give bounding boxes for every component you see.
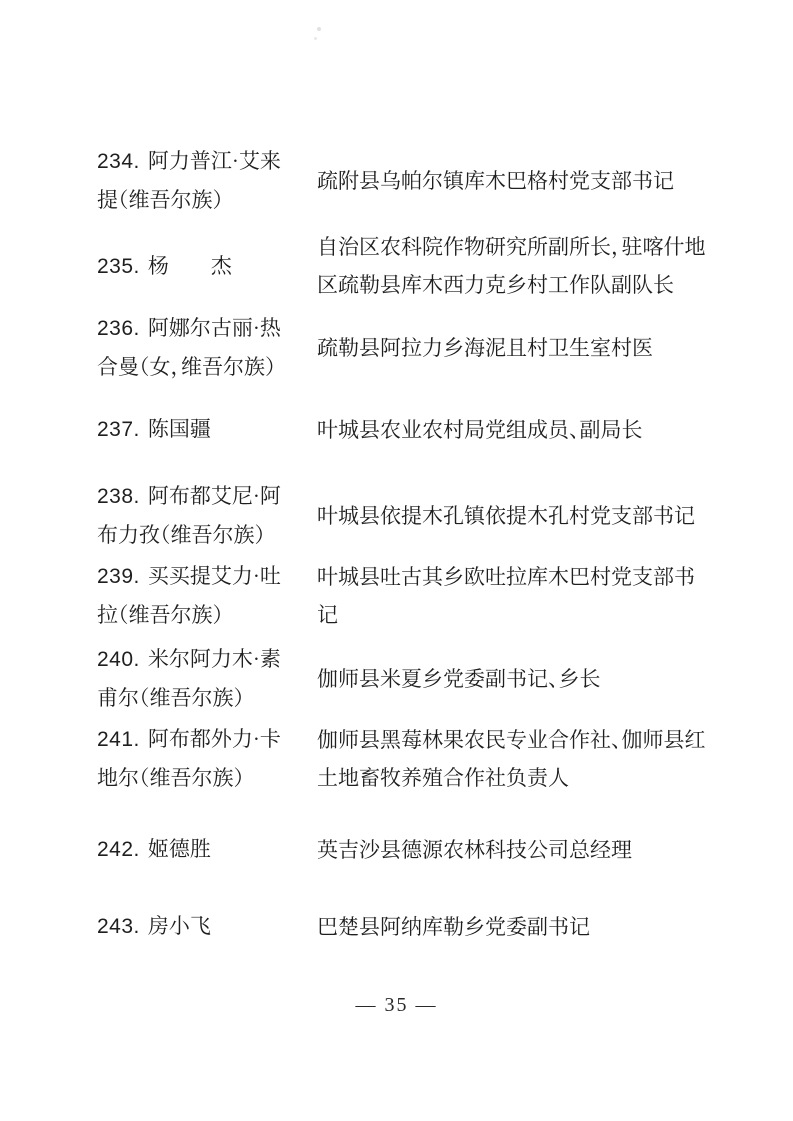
entry-row xyxy=(97,557,711,634)
entry-row xyxy=(97,907,711,946)
entry-role: 巴楚县阿纳库勒乡党委副书记 xyxy=(317,914,590,939)
entry-number: 243. xyxy=(97,915,140,938)
entry-role: 叶城县吐古其乡欧吐拉库木巴村党支部书记 xyxy=(317,564,695,627)
entry-number: 234. xyxy=(97,150,140,173)
entry-name xyxy=(97,477,293,554)
entry-role: 叶城县依提木孔镇依提木孔村党支部书记 xyxy=(317,503,695,528)
entry-number: 236. xyxy=(97,317,140,340)
entry-row xyxy=(97,477,711,554)
entry-name-text: 姬德胜 xyxy=(147,837,211,861)
entry-number: 242. xyxy=(97,838,140,861)
entry-name xyxy=(97,830,293,869)
scan-artifact xyxy=(314,37,317,40)
entry-name-text: 阿娜尔古丽·热合曼（女，维吾尔族） xyxy=(97,316,281,379)
entry-row xyxy=(97,142,711,219)
entry-name xyxy=(97,720,293,797)
entry-name-text: 米尔阿力木·素甫尔（维吾尔族） xyxy=(97,647,281,710)
entry-role: 英吉沙县德源农林科技公司总经理 xyxy=(317,837,632,862)
entry-number: 237. xyxy=(97,418,140,441)
entry-row xyxy=(97,720,711,797)
entry-role: 疏勒县阿拉力乡海泥且村卫生室村医 xyxy=(317,335,653,360)
entry-row xyxy=(97,640,711,717)
entry-name xyxy=(97,907,293,946)
entry-number: 239. xyxy=(97,565,140,588)
entry-name xyxy=(97,142,293,219)
entry-row xyxy=(97,830,711,869)
entry-name-text: 阿力普江·艾来提（维吾尔族） xyxy=(97,149,281,212)
entry-role: 叶城县农业农村局党组成员、副局长 xyxy=(317,417,643,442)
entry-number: 235. xyxy=(97,254,140,278)
entry-number: 240. xyxy=(97,648,140,671)
entry-row xyxy=(97,228,711,304)
entry-role: 伽师县米夏乡党委副书记、乡长 xyxy=(317,666,601,691)
scan-artifact xyxy=(317,27,321,31)
entry-role: 疏附县乌帕尔镇库木巴格村党支部书记 xyxy=(317,168,674,193)
entry-row xyxy=(97,410,711,449)
entry-number: 241. xyxy=(97,728,140,751)
entry-role: 伽师县黑莓林果农民专业合作社、伽师县红土地畜牧养殖合作社负责人 xyxy=(317,727,706,790)
entry-name-text: 房小飞 xyxy=(147,914,211,938)
entry-row xyxy=(97,309,711,386)
entry-name xyxy=(97,309,293,386)
entry-name-text: 买买提艾力·吐拉（维吾尔族） xyxy=(97,564,281,627)
entry-name-text: 阿布都艾尼·阿布力孜（维吾尔族） xyxy=(97,484,281,547)
entry-name xyxy=(97,410,293,449)
entry-name xyxy=(97,640,293,717)
entry-role: 自治区农科院作物研究所副所长，驻喀什地区疏勒县库木西力克乡村工作队副队长 xyxy=(317,235,706,297)
entry-name-text: 陈国疆 xyxy=(147,417,211,441)
entry-name xyxy=(97,557,293,634)
page-number: — 35 — xyxy=(355,994,438,1016)
entry-name xyxy=(97,247,293,286)
entry-number: 238. xyxy=(97,485,140,508)
entry-name-text: 杨 杰 xyxy=(147,253,232,278)
entry-name-text: 阿布都外力·卡地尔（维吾尔族） xyxy=(97,727,281,790)
